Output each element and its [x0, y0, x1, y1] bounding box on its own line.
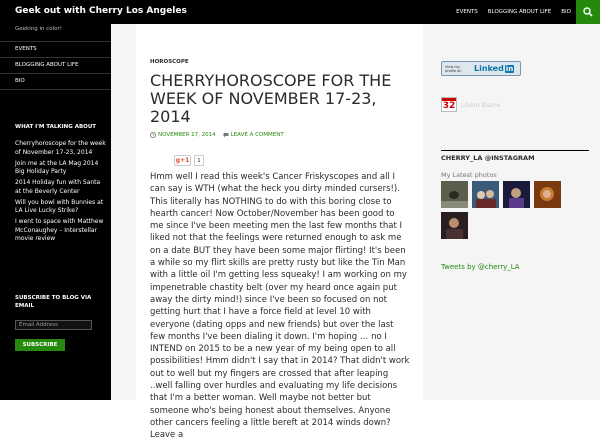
site-tagline: Geeking in color!: [15, 26, 62, 32]
tweets-link[interactable]: Tweets by @cherry_LA: [441, 263, 520, 271]
gplus-button[interactable]: g+1: [175, 157, 190, 164]
clock-icon: [150, 132, 156, 138]
top-nav-events[interactable]: EVENTS: [456, 9, 478, 15]
recent-post-link[interactable]: Join me at the LA Mag 2014 Big Holiday Party: [15, 159, 99, 175]
instagram-photo[interactable]: [472, 181, 499, 208]
gplus-widget: [174, 155, 204, 166]
sidebar-item-blogging[interactable]: BLOGGING ABOUT LIFE: [0, 58, 111, 74]
recent-posts-title: WHAT I'M TALKING ABOUT: [15, 124, 97, 130]
instagram-photo[interactable]: [534, 181, 561, 208]
instagram-photo[interactable]: [503, 181, 530, 208]
linkedin-word: Linked: [474, 64, 504, 73]
post-title[interactable]: CHERRYHOROSCOPE FOR THE WEEK OF NOVEMBER 17-23, 2014: [150, 71, 392, 126]
email-input[interactable]: [15, 320, 92, 330]
subscribe-title: SUBSCRIBE TO BLOG VIA EMAIL: [15, 295, 92, 309]
top-nav-bio[interactable]: BIO: [561, 9, 571, 15]
top-nav: [451, 0, 576, 24]
top-nav-blogging[interactable]: BLOGGING ABOUT LIFE: [487, 9, 552, 15]
instagram-photo[interactable]: [441, 212, 468, 239]
search-button[interactable]: [576, 0, 600, 24]
sidebar-item-events[interactable]: EVENTS: [0, 42, 111, 58]
leave-comment-link[interactable]: LEAVE A COMMENT: [230, 132, 284, 138]
right-sidebar: [441, 24, 591, 400]
sidebar-item-bio[interactable]: BIO: [0, 74, 111, 90]
site-header: [0, 0, 600, 24]
post-meta: [150, 132, 284, 138]
linkedin-badge[interactable]: [441, 61, 521, 76]
post-article: [136, 24, 423, 441]
recent-post-link[interactable]: 2014 Holiday fun with Santa at the Beverly Center: [15, 179, 101, 195]
subscribe-button[interactable]: SUBSCRIBE: [15, 339, 65, 351]
recent-posts-list: [15, 140, 107, 246]
post-category[interactable]: HOROSCOPE: [150, 59, 189, 65]
linkedin-in-logo: in: [505, 64, 514, 73]
gplus-count: 1: [194, 155, 204, 166]
post-date[interactable]: NOVEMBER 17, 2014: [158, 132, 216, 138]
recent-post-link[interactable]: Will you bowl with Bunnies at LA Live Lucky Strike?: [15, 198, 104, 214]
calendar-day: 32: [442, 101, 456, 111]
search-icon: [583, 7, 593, 17]
post-body: Hmm well I read this week's Cancer Friskyscopes and all I can say is WTH (what the heck you dirty minded cursers!). This literally has NOTHING to do with this boring close to hearth cancer! Now October/November has been good to me since I've been meeting men the last few months that I liked not that the feelings were returned enough to ask me on a date BUT they have been some major flirting! It's been a while so my flirt skills are pretty rusty but like the Tin Man with a little oil I'm getting less squeaky! I am working on my impenetrable chastity belt (over my heard once again put away the dirty mind!) since I've been so focused on not getting hurt that I have a force field at level 10 with everyone (dating opps and new friends) but over the last few months I've been dialing it down. I'm hoping … no I INTEND on 2015 to be a new year of my being open to all possibilities! Hmm didn't I say that in 2014? That didn't work out to well but my fingers are crossed that after leaping ..well falling over hurdles and evaluating my life decisions that I'm a better woman. Well maybe not better but someone who's being honest about themselves. Anyone other cancers feeling a little bereft at 2014 winds down? Leave a: [150, 172, 410, 441]
linkedin-small-text: View my profile on: [445, 64, 462, 73]
calendar-label[interactable]: Libero Blame: [461, 102, 501, 109]
calendar-icon: [441, 97, 457, 112]
instagram-photo[interactable]: [441, 181, 468, 208]
site-title[interactable]: Geek out with Cherry Los Angeles: [15, 6, 187, 16]
comment-icon: [223, 132, 229, 138]
recent-post-link[interactable]: Cherryhoroscope for the week of November 17-23, 2014: [15, 140, 106, 156]
sidebar-nav: [0, 41, 111, 90]
left-sidebar: [0, 24, 111, 400]
instagram-widget-title: CHERRY_LA @INSTAGRAM: [441, 150, 589, 162]
latest-photos-label: My Latest photos: [441, 171, 497, 179]
recent-post-link[interactable]: I went to space with Matthew McConaughey – Interstellar movie review: [15, 218, 104, 242]
